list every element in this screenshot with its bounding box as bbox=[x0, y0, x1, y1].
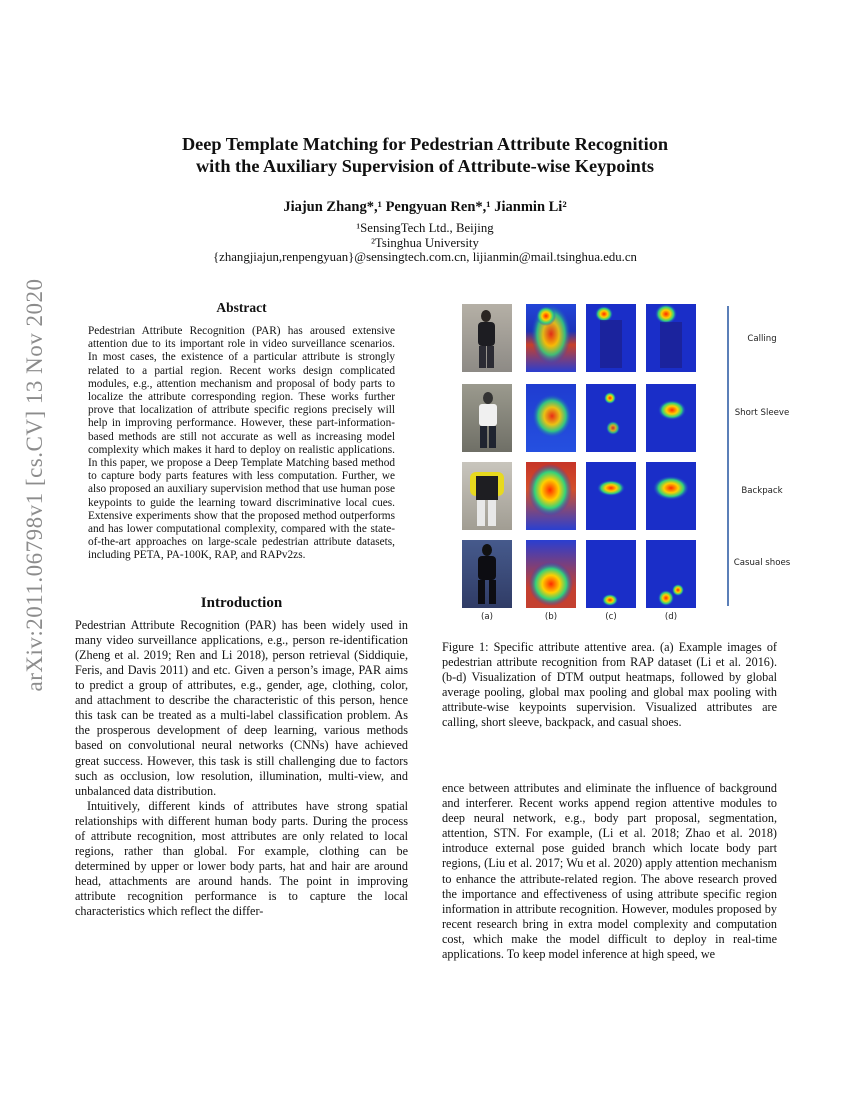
abstract-text: Pedestrian Attribute Recognition (PAR) has aroused extensive attention due to its important role in video surveillance scenarios. In most cases, the existence of a particular attribute is strongly related to a partial region. Recent works design complicated modules, e.g., attention mechanism and proposal of body parts to localize the attribute corresponding region. These works further prove that localization of attribute specific regions precisely will help in improving performance. However, these part-information-based methods are still not accurate as well as increasing model complexity which makes it hard to deploy on realistic applications. In this paper, we propose a Deep Template Matching based method to capture body parts features with less computation. Further, we also proposed an auxiliary supervision method that use human pose keypoints to guide the learning toward discriminative local cues. Extensive experiments show that the proposed method outperforms and has lower computational complexity, compared with the state-of-the-art approaches on large-scale pedestrian attribute datasets, including PETA, PA-100K, RAP, and RAPv2zs. bbox=[88, 325, 395, 562]
heatmap-c-backpack bbox=[586, 462, 636, 530]
intro-paragraph-1: Pedestrian Attribute Recognition (PAR) has been widely used in many video surveillance applications, e.g., person re-identification (Zheng et al. 2019; Ren and Li 2018), person retrieval (Siddiquie, Feris, and Davis 2011) and etc. Given a person’s image, PAR aims to predict a group of attributes, e.g., gender, age, clothing, color, and attachment to describe the characteristic of this person, hence this task can be treated as a multi-label classification problem. As the prosperous development of deep learning, various methods based on convolutional neural networks (CNNs) have achieved great success. However, this task is still challenging due to factors such as occlusion, low resolution, illumination, multi-view, and unbalanced data distribution. bbox=[75, 617, 408, 798]
arxiv-stamp-text: arXiv:2011.06798v1 [cs.CV] 13 Nov 2020 bbox=[22, 278, 47, 692]
figure-separator bbox=[727, 306, 729, 606]
heatmap-d-casual-shoes bbox=[646, 540, 696, 608]
left-column bbox=[75, 300, 408, 920]
heatmap-c-casual-shoes bbox=[586, 540, 636, 608]
heatmap-b-calling bbox=[526, 304, 576, 372]
heatmap-b-casual-shoes bbox=[526, 540, 576, 608]
abstract-heading: Abstract bbox=[216, 300, 267, 315]
title-line-1: Deep Template Matching for Pedestrian Attribute Recognition bbox=[181, 134, 669, 154]
col-label-b: (b) bbox=[544, 612, 558, 622]
emails: {zhangjiajun,renpengyuan}@sensingtech.com.cn, lijianmin@mail.tsinghua.edu.cn bbox=[213, 250, 637, 264]
heatmap-d-backpack bbox=[646, 462, 696, 530]
photo-calling bbox=[462, 304, 512, 372]
heatmap-d-calling bbox=[646, 304, 696, 372]
right-column-body bbox=[442, 781, 777, 962]
heatmap-c-calling bbox=[586, 304, 636, 372]
photo-short-sleeve bbox=[462, 384, 512, 452]
affiliations bbox=[75, 221, 775, 265]
figure-caption: Figure 1: Specific attribute attentive area. (a) Example images of pedestrian attribute recognition from RAP dataset (Li et al. 2016). (b-d) Visualization of DTM output heatmaps, followed by global average pooling, global max pooling and global max pooling with attribute-wise keypoints supervision. Visualized attributes are calling, short sleeve, backpack, and casual shoes. bbox=[442, 640, 777, 730]
intro-paragraph-2: Intuitively, different kinds of attributes have strong spatial relationships with different human body parts. During the process of attribute recognition, most attributes are only related to local regions, rather than global. For example, clothing can be determined by upper or lower body parts, hat and hair are around head, attachments are around hands. The point in improving attribute recognition performance is to capture the local characteristics which reflect the differ- bbox=[75, 798, 408, 919]
introduction-heading: Introduction bbox=[200, 594, 283, 611]
col-label-a: (a) bbox=[481, 612, 493, 622]
attr-label-short-sleeve: Short Sleeve bbox=[734, 408, 790, 418]
heatmap-d-short-sleeve bbox=[646, 384, 696, 452]
affiliation-2: ²Tsinghua University bbox=[371, 235, 479, 250]
attr-label-backpack: Backpack bbox=[741, 486, 783, 496]
attr-label-calling: Calling bbox=[747, 334, 777, 344]
paper-title bbox=[75, 133, 775, 177]
photo-backpack bbox=[462, 462, 512, 530]
arxiv-stamp bbox=[15, 278, 55, 692]
authors: Jiajun Zhang*,¹ Pengyuan Ren*,¹ Jianmin Li² bbox=[283, 199, 567, 215]
col-label-c: (c) bbox=[605, 612, 617, 622]
title-line-2: with the Auxiliary Supervision of Attribute-wise Keypoints bbox=[195, 156, 655, 176]
figure-1 bbox=[442, 300, 791, 630]
right-paragraph-1: ence between attributes and eliminate the influence of background and interferer. Recent works append region attentive modules to deep neural network, e.g., body part proposal, segmentation, attention, STN. For example, (Li et al. 2018; Zhao et al. 2018) introduce external pose guided branch which locate body part regions, (Liu et al. 2017; Wu et al. 2020) apply attention mechanism to enhance the attribute-related region. The above research proved the importance and effectiveness of using attribute specific region information in attribute recognition. However, modules proposed by recent research bring in extra model complexity and computation cost, which make the model difficult to deploy in real-time applications. To keep model inference at high speed, we bbox=[442, 781, 777, 962]
heatmap-c-short-sleeve bbox=[586, 384, 636, 452]
affiliation-1: ¹SensingTech Ltd., Beijing bbox=[356, 221, 494, 235]
photo-casual-shoes bbox=[462, 540, 512, 608]
heatmap-b-short-sleeve bbox=[526, 384, 576, 452]
col-label-d: (d) bbox=[664, 612, 678, 622]
attr-label-casual-shoes: Casual shoes bbox=[733, 558, 791, 568]
heatmap-b-backpack bbox=[526, 462, 576, 530]
right-column bbox=[442, 300, 791, 731]
